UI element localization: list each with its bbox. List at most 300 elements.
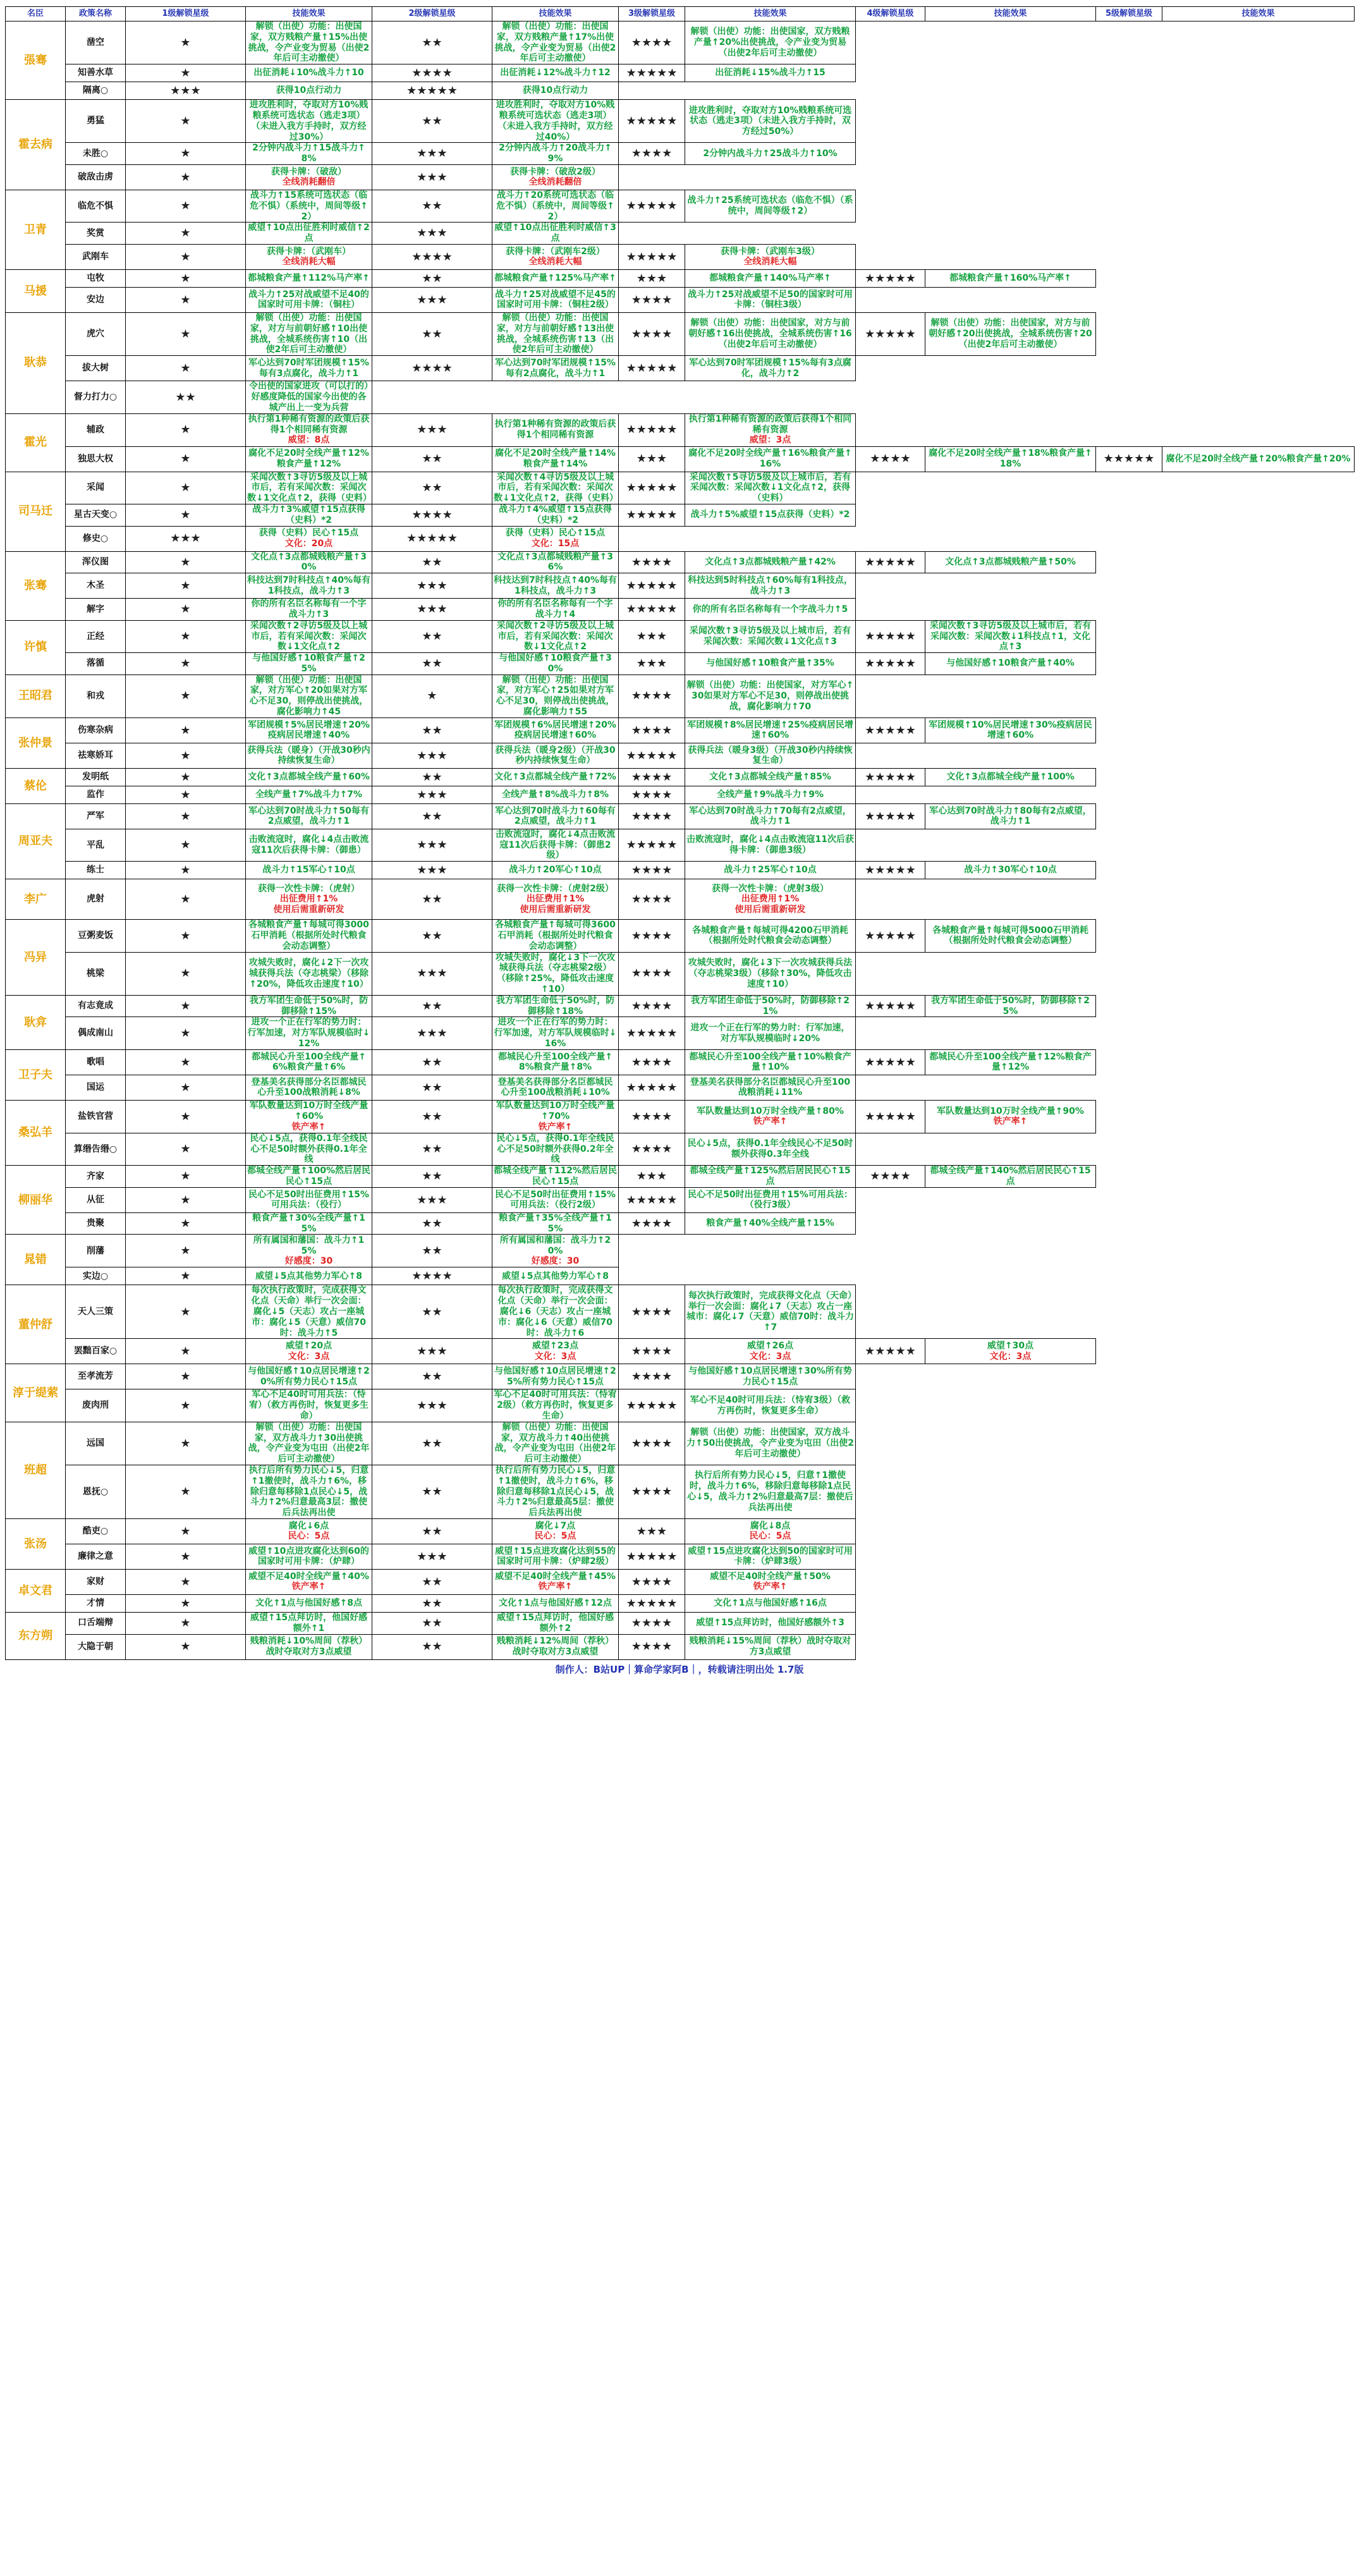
skill-effect xyxy=(685,21,856,64)
unlock-stars: ★★ xyxy=(372,803,492,829)
skill-effect xyxy=(925,743,1096,768)
effect-text: 战斗力↑15军心↑10点 xyxy=(262,865,355,876)
unlock-stars: ★★★ xyxy=(372,223,492,245)
minister-name: 张汤 xyxy=(6,1518,66,1569)
effect-text: 获得一次性卡牌：（虎射3级） xyxy=(712,883,829,894)
effect-text: 文化点↑3点都城贱粮产量↑30% xyxy=(251,551,367,573)
unlock-stars xyxy=(1096,1166,1162,1188)
skill-effect xyxy=(246,223,372,245)
unlock-stars: ★★★★★ xyxy=(619,743,685,768)
skill-effect xyxy=(1162,1212,1355,1235)
minister-name: 淳于缇萦 xyxy=(6,1364,66,1422)
skill-effect xyxy=(925,920,1096,952)
policy-name: 算缗告缗○ xyxy=(66,1133,126,1165)
skill-effect xyxy=(1162,1235,1355,1267)
unlock-stars: ★ xyxy=(126,768,246,786)
skill-effect xyxy=(1162,356,1355,381)
policy-name: 练士 xyxy=(66,862,126,879)
skill-effect xyxy=(246,1612,372,1634)
effect-cost: 全线消耗大幅 xyxy=(528,257,582,267)
skill-effect xyxy=(685,1267,856,1285)
skill-effect xyxy=(246,1075,372,1100)
effect-text: 军团规模↑5%居民增速↑20%疫病居民增速↑40% xyxy=(248,719,370,741)
unlock-stars: ★★★ xyxy=(619,653,685,675)
skill-effect xyxy=(1162,1075,1355,1100)
skill-effect xyxy=(925,164,1096,190)
effect-text: 与他国好感↑10粮食产量↑30% xyxy=(499,653,612,674)
unlock-stars: ★★★★★ xyxy=(619,64,685,82)
skill-effect xyxy=(492,164,619,190)
skill-effect xyxy=(246,1339,372,1364)
skill-effect xyxy=(246,1166,372,1188)
effect-text: 威望↑10点进攻腐化达到60的国家时可用卡牌：（炉肆） xyxy=(248,1546,369,1567)
unlock-stars xyxy=(1096,599,1162,621)
skill-effect xyxy=(246,64,372,82)
table-row xyxy=(6,1518,1355,1544)
unlock-stars xyxy=(1096,768,1162,786)
skill-effect xyxy=(685,100,856,143)
table-row xyxy=(6,952,1355,995)
effect-text: 获得（史料）民心↑15点 xyxy=(505,528,606,539)
unlock-stars: ★★ xyxy=(372,1422,492,1465)
skill-effect xyxy=(492,1544,619,1569)
skill-effect xyxy=(1162,244,1355,269)
policy-name: 口舌端辩 xyxy=(66,1612,126,1634)
effect-text: 获得卡牌：（破敌2级） xyxy=(510,166,600,177)
effect-text: 粮食产量↑30%全线产量↑15% xyxy=(252,1212,365,1234)
skill-effect xyxy=(1162,446,1355,472)
table-row xyxy=(6,717,1355,743)
policy-name: 家财 xyxy=(66,1569,126,1594)
unlock-stars: ★★★★★ xyxy=(619,413,685,446)
effect-text: 战斗力↑30军心↑10点 xyxy=(964,865,1057,876)
skill-effect xyxy=(1162,1017,1355,1049)
effect-text: 获得10点行动力 xyxy=(276,85,342,96)
unlock-stars: ★★★★ xyxy=(619,995,685,1017)
unlock-stars xyxy=(856,472,925,504)
effect-cost: 威望：8点 xyxy=(288,435,330,446)
unlock-stars: ★★★★ xyxy=(619,803,685,829)
minister-name: 董仲舒 xyxy=(6,1285,66,1364)
unlock-stars xyxy=(1096,1267,1162,1285)
skill-effect xyxy=(925,269,1096,287)
skill-effect xyxy=(492,100,619,143)
effect-text: 都城粮食产量↑160%马产率↑ xyxy=(949,273,1071,284)
skill-effect xyxy=(246,1544,372,1569)
unlock-stars xyxy=(1096,862,1162,879)
minister-name: 晁错 xyxy=(6,1235,66,1285)
effect-text: 文化↑3点都城全线产量↑60% xyxy=(248,771,370,782)
header-cell: 1级解锁星级 xyxy=(126,7,246,21)
unlock-stars xyxy=(1096,1212,1162,1235)
skill-effect xyxy=(1162,1100,1355,1133)
minister-name: 许慎 xyxy=(6,620,66,675)
policy-name: 破敌击虏 xyxy=(66,164,126,190)
skill-effect xyxy=(246,244,372,269)
skill-effect xyxy=(685,920,856,952)
effect-text: 你的所有名臣名称每有一个字战斗力↑5 xyxy=(692,604,848,614)
unlock-stars: ★★★★ xyxy=(619,1465,685,1518)
skill-effect xyxy=(1162,829,1355,861)
policy-name: 奖赏 xyxy=(66,223,126,245)
unlock-stars: ★★ xyxy=(372,620,492,652)
skill-effect xyxy=(685,1634,856,1659)
header-cell: 2级解锁星级 xyxy=(372,7,492,21)
skill-effect xyxy=(246,446,372,472)
effect-text: 民心不足50时出征费用↑15%可用兵法：（役行3级） xyxy=(688,1189,853,1211)
unlock-stars: ★★★ xyxy=(619,620,685,652)
unlock-stars: ★★★ xyxy=(372,1187,492,1212)
unlock-stars: ★ xyxy=(126,1235,246,1267)
effect-text: 都城民心升至100全线产量↑8%粮食产量↑8% xyxy=(498,1051,612,1073)
unlock-stars xyxy=(856,1518,925,1544)
effect-text: 获得兵法（暖身3级）（开战30秒内持续恢复生命） xyxy=(688,745,853,766)
skill-effect xyxy=(685,653,856,675)
unlock-stars: ★ xyxy=(126,1518,246,1544)
skill-effect xyxy=(492,675,619,717)
skill-effect xyxy=(925,1569,1096,1594)
skill-effect xyxy=(492,1339,619,1364)
skill-effect xyxy=(925,1422,1096,1465)
skill-effect xyxy=(492,472,619,504)
skill-effect xyxy=(492,1612,619,1634)
skill-effect xyxy=(246,1187,372,1212)
minister-name: 卓文君 xyxy=(6,1569,66,1612)
unlock-stars xyxy=(856,1465,925,1518)
effect-text: 军队数量达到10万时全线产量↑60% xyxy=(249,1101,369,1121)
effect-text: 科技达到5时科技点↑60%每有1科技点，战斗力↑3 xyxy=(688,575,853,596)
effect-text: 采闻次数↑3寻访5级及以上城市后，若有采闻次数：采闻次数↓1文化点↑2，获得（史料） xyxy=(247,472,372,504)
unlock-stars: ★★ xyxy=(372,472,492,504)
effect-text: 解锁（出使）功能：出使国家，双方战斗力↑50出使挑战，令产业变为屯田（出使2年后可主动撤使） xyxy=(686,1427,854,1459)
minister-name: 柳丽华 xyxy=(6,1166,66,1235)
unlock-stars: ★★ xyxy=(372,1465,492,1518)
policy-name: 屯牧 xyxy=(66,269,126,287)
table-row xyxy=(6,1389,1355,1422)
skill-effect xyxy=(925,1166,1096,1188)
unlock-stars: ★★ xyxy=(372,1285,492,1339)
policy-name: 拔大树 xyxy=(66,356,126,381)
table-body xyxy=(6,21,1355,1660)
table-row xyxy=(6,862,1355,879)
skill-effect xyxy=(925,717,1096,743)
effect-text: 军团规模↑8%居民增速↑25%疫病居民增速↑60% xyxy=(687,719,853,741)
policy-name: 木圣 xyxy=(66,573,126,599)
skill-effect xyxy=(925,190,1096,222)
policy-name: 辅政 xyxy=(66,413,126,446)
effect-cost: 民心：5点 xyxy=(288,1531,330,1542)
effect-text: 解锁（出使）功能：出使国家，双方贱粮产量↑15%出使挑战，令产业变为贸易（出使2年后可主动撤使） xyxy=(248,21,370,64)
effect-text: 军心达到70时军团规模↑15%每有3点腐化，战斗力↑2 xyxy=(689,357,851,379)
skill-effect xyxy=(1162,620,1355,652)
unlock-stars: ★★★★ xyxy=(856,446,925,472)
skill-effect xyxy=(685,244,856,269)
skill-effect xyxy=(1162,269,1355,287)
unlock-stars xyxy=(619,164,685,190)
table-row xyxy=(6,599,1355,621)
table-row xyxy=(6,1075,1355,1100)
unlock-stars xyxy=(856,190,925,222)
effect-text: 2分钟内战斗力↑20战斗力↑9% xyxy=(499,143,612,164)
effect-cost: 铁产率↑ xyxy=(538,1121,573,1132)
unlock-stars: ★★★★ xyxy=(619,717,685,743)
effect-text: 每次执行政策时，完成获得文化点（天命）举行一次会面：腐化↓5（天志）攻占一座城市：腐化↓5（天意）威信70时：战斗力↑5 xyxy=(251,1285,367,1338)
policy-name: 齐家 xyxy=(66,1166,126,1188)
effect-text: 我方军团生命低于50%时，防御移除↑15% xyxy=(249,995,369,1016)
effect-text: 登基美名获得部分名臣都城民心升至100战粮消耗↓8% xyxy=(251,1077,367,1098)
unlock-stars xyxy=(619,223,685,245)
skill-effect xyxy=(925,1235,1096,1267)
unlock-stars xyxy=(856,1544,925,1569)
unlock-stars xyxy=(1096,995,1162,1017)
unlock-stars xyxy=(856,879,925,920)
skill-effect xyxy=(685,995,856,1017)
effect-cost: 文化：15点 xyxy=(531,539,580,549)
unlock-stars: ★★★★★ xyxy=(856,269,925,287)
unlock-stars: ★★ xyxy=(372,21,492,64)
skill-effect xyxy=(1162,526,1355,551)
skill-effect xyxy=(492,786,619,803)
skill-effect xyxy=(492,287,619,312)
table-row xyxy=(6,64,1355,82)
skill-effect xyxy=(246,1212,372,1235)
skill-effect xyxy=(492,1166,619,1188)
unlock-stars: ★★★ xyxy=(372,743,492,768)
unlock-stars: ★ xyxy=(126,952,246,995)
table-row xyxy=(6,768,1355,786)
unlock-stars: ★★★★ xyxy=(619,1634,685,1659)
unlock-stars: ★ xyxy=(126,164,246,190)
skill-effect xyxy=(685,717,856,743)
effect-text: 2分钟内战斗力↑25战斗力↑10% xyxy=(703,148,838,159)
skill-effect xyxy=(1162,573,1355,599)
skill-effect xyxy=(685,82,856,100)
skill-effect xyxy=(685,1465,856,1518)
effect-cost: 铁产率↑ xyxy=(993,1116,1028,1127)
skill-effect xyxy=(925,472,1096,504)
unlock-stars: ★★ xyxy=(372,1569,492,1594)
unlock-stars xyxy=(1096,472,1162,504)
unlock-stars xyxy=(1096,952,1162,995)
unlock-stars xyxy=(856,244,925,269)
skill-effect xyxy=(685,1518,856,1544)
skill-effect xyxy=(246,413,372,446)
unlock-stars: ★★★ xyxy=(372,829,492,861)
effect-text: 腐化↓6点 xyxy=(288,1520,329,1531)
skill-effect xyxy=(685,573,856,599)
skill-effect xyxy=(246,803,372,829)
unlock-stars: ★ xyxy=(126,100,246,143)
effect-text: 获得10点行动力 xyxy=(522,85,588,96)
unlock-stars: ★ xyxy=(126,1187,246,1212)
skill-effect xyxy=(1162,1518,1355,1544)
policy-name: 至孝流芳 xyxy=(66,1364,126,1389)
unlock-stars xyxy=(856,1634,925,1659)
effect-text: 军队数量达到10万时全线产量↑80% xyxy=(697,1106,844,1116)
unlock-stars: ★ xyxy=(126,573,246,599)
unlock-stars xyxy=(372,381,492,413)
table-row xyxy=(6,551,1355,573)
effect-text: 腐化不足20时全线产量↑12%粮食产量↑12% xyxy=(248,448,369,470)
minister-name: 卫子夫 xyxy=(6,1049,66,1100)
unlock-stars xyxy=(1096,1612,1162,1634)
effect-text: 腐化↓7点 xyxy=(535,1520,576,1531)
effect-text: 文化点↑3点都城贱粮产量↑36% xyxy=(497,551,613,573)
unlock-stars: ★★★★★ xyxy=(619,1594,685,1612)
unlock-stars: ★★ xyxy=(372,1212,492,1235)
unlock-stars: ★ xyxy=(126,1017,246,1049)
unlock-stars: ★ xyxy=(126,413,246,446)
effect-text: 威望↑15点拜访时，他国好感额外↑2 xyxy=(496,1612,614,1633)
unlock-stars xyxy=(1096,82,1162,100)
unlock-stars: ★★★ xyxy=(619,446,685,472)
skill-effect xyxy=(492,1285,619,1339)
effect-text: 威望↑15点拜访时，他国好感额外↑1 xyxy=(250,1612,368,1633)
skill-effect xyxy=(685,786,856,803)
unlock-stars: ★ xyxy=(126,1166,246,1188)
unlock-stars xyxy=(1096,287,1162,312)
unlock-stars xyxy=(1096,526,1162,551)
unlock-stars xyxy=(856,526,925,551)
unlock-stars xyxy=(1096,620,1162,652)
effect-text: 各城粮食产量↑每城可得4200石甲消耗（根据所处时代粮食会动态调整） xyxy=(692,925,848,946)
unlock-stars: ★★ xyxy=(372,1166,492,1188)
skill-effect xyxy=(685,526,856,551)
skill-effect xyxy=(246,1235,372,1267)
skill-effect xyxy=(925,675,1096,717)
skill-effect xyxy=(1162,381,1355,413)
skill-effect xyxy=(246,995,372,1017)
table-row xyxy=(6,653,1355,675)
skill-effect xyxy=(925,21,1096,64)
unlock-stars: ★ xyxy=(126,620,246,652)
effect-text: 威望↑15点拜访时，他国好感额外↑3 xyxy=(696,1618,844,1628)
unlock-stars xyxy=(856,504,925,526)
effect-text: 解锁（出使）功能：出使国家，双方贱粮产量↑20%出使挑战，令产业变为贸易（出使2年后可主动撤使） xyxy=(690,27,850,58)
unlock-stars: ★ xyxy=(126,244,246,269)
effect-text: 进攻一个正在行军的势力时：行军加速，对方军队规模临时↓16% xyxy=(494,1017,617,1049)
table-row xyxy=(6,920,1355,952)
unlock-stars xyxy=(856,223,925,245)
effect-text: 与他国好感↑10粮食产量↑35% xyxy=(706,658,834,669)
unlock-stars: ★★★★ xyxy=(619,1569,685,1594)
skill-effect xyxy=(685,862,856,879)
skill-effect xyxy=(1162,862,1355,879)
effect-text: 与他国好感↑10粮食产量↑40% xyxy=(946,658,1075,669)
effect-text: 与他国好感↑10粮食产量↑25% xyxy=(252,653,365,674)
skill-effect xyxy=(925,1075,1096,1100)
policy-name: 从征 xyxy=(66,1187,126,1212)
unlock-stars: ★★ xyxy=(372,768,492,786)
effect-text: 获得卡牌：（武刚车3级） xyxy=(721,246,820,257)
effect-text: 文化↑1点与他国好感↑8点 xyxy=(255,1598,362,1609)
effect-text: 执行第1种稀有资源的政策后获得1个相同稀有资源 xyxy=(688,413,852,435)
policy-name: 恩抚○ xyxy=(66,1465,126,1518)
unlock-stars: ★★★ xyxy=(372,143,492,165)
skill-effect xyxy=(1162,413,1355,446)
skill-effect xyxy=(1162,312,1355,355)
skill-effect xyxy=(925,100,1096,143)
skill-effect xyxy=(492,356,619,381)
effect-text: 战斗力↑25对战威望不足40的国家时可用卡牌：（铜柱） xyxy=(248,289,369,310)
effect-text: 军心达到70时战斗力↑50每有2点威望，战斗力↑1 xyxy=(248,805,369,827)
effect-cost: 全线消耗翻倍 xyxy=(282,177,336,188)
skill-effect xyxy=(492,1187,619,1212)
unlock-stars xyxy=(856,64,925,82)
unlock-stars: ★★★ xyxy=(372,573,492,599)
unlock-stars: ★★★★★ xyxy=(856,312,925,355)
unlock-stars: ★★ xyxy=(372,1075,492,1100)
unlock-stars: ★★ xyxy=(372,269,492,287)
table-row xyxy=(6,1100,1355,1133)
unlock-stars: ★ xyxy=(126,269,246,287)
skill-effect xyxy=(246,190,372,222)
unlock-stars xyxy=(856,786,925,803)
skill-effect xyxy=(685,164,856,190)
effect-text: 都城粮食产量↑140%马产率↑ xyxy=(709,273,831,284)
unlock-stars xyxy=(856,143,925,165)
minister-name: 李广 xyxy=(6,879,66,920)
skill-effect xyxy=(492,446,619,472)
unlock-stars: ★ xyxy=(126,446,246,472)
unlock-stars: ★ xyxy=(126,920,246,952)
skill-effect xyxy=(685,803,856,829)
skill-effect xyxy=(492,1212,619,1235)
skill-effect xyxy=(925,1339,1096,1364)
skill-effect xyxy=(246,1422,372,1465)
effect-cost: 使用后需重新研发 xyxy=(734,905,806,915)
unlock-stars xyxy=(619,526,685,551)
skill-effect xyxy=(246,620,372,652)
skill-effect xyxy=(925,573,1096,599)
unlock-stars: ★ xyxy=(126,472,246,504)
unlock-stars: ★ xyxy=(126,1465,246,1518)
unlock-stars xyxy=(1096,1339,1162,1364)
header-cell: 技能效果 xyxy=(246,7,372,21)
unlock-stars: ★ xyxy=(126,1389,246,1422)
skill-effect xyxy=(492,64,619,82)
unlock-stars: ★★★★ xyxy=(619,1364,685,1389)
effect-text: 获得卡牌：（武刚车） xyxy=(267,246,351,257)
skill-effect xyxy=(1162,143,1355,165)
skill-effect xyxy=(685,1212,856,1235)
unlock-stars xyxy=(1096,573,1162,599)
policy-name: 国运 xyxy=(66,1075,126,1100)
effect-cost: 好感度：30 xyxy=(284,1256,333,1267)
effect-text: 军心不足40时可用兵法：（恃宥3级）（救方再伤时，恢复更多生命） xyxy=(690,1395,851,1416)
unlock-stars xyxy=(856,164,925,190)
unlock-stars: ★ xyxy=(126,1569,246,1594)
unlock-stars: ★ xyxy=(126,717,246,743)
effect-text: 2分钟内战斗力↑15战斗力↑8% xyxy=(252,143,365,164)
skill-effect xyxy=(925,862,1096,879)
skill-effect xyxy=(1162,223,1355,245)
unlock-stars xyxy=(1096,381,1162,413)
unlock-stars: ★★★★★ xyxy=(856,551,925,573)
unlock-stars xyxy=(1096,1569,1162,1594)
unlock-stars: ★★★ xyxy=(126,526,246,551)
skill-effect xyxy=(492,862,619,879)
effect-text: 获得一次性卡牌：（虎射2级） xyxy=(497,883,614,894)
effect-text: 贱粮消耗↓12%周间（荐秋）战时夺取对方3点威望 xyxy=(496,1636,614,1657)
skill-effect xyxy=(246,21,372,64)
effect-text: 出征消耗↓15%战斗力↑15 xyxy=(715,68,826,78)
unlock-stars: ★★★★★ xyxy=(856,803,925,829)
unlock-stars: ★ xyxy=(126,223,246,245)
skill-effect xyxy=(925,786,1096,803)
unlock-stars: ★★ xyxy=(372,551,492,573)
skill-effect xyxy=(492,143,619,165)
